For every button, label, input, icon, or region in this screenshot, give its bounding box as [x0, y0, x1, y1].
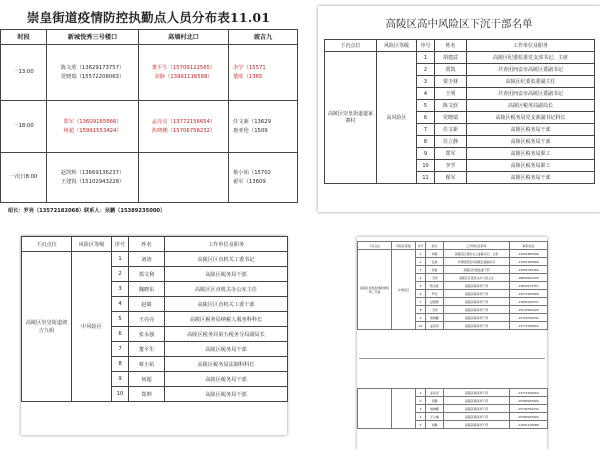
header-cell: 姓名: [129, 237, 165, 252]
number-cell: 11: [417, 172, 435, 184]
duty-roster-table: [0, 29, 298, 203]
job-cell: 高陵区税务局第五税务分局副局长: [165, 327, 288, 342]
name-cell: 陈文欣: [435, 100, 467, 112]
name-cell: 刘涛: [129, 252, 165, 267]
time-cell: 一18:00: [1, 101, 47, 153]
duty-person: 董欧（1365: [233, 73, 263, 80]
number-cell: 7: [417, 124, 435, 136]
location-cell: [358, 389, 392, 429]
header-cell: 序号: [112, 237, 129, 252]
number-cell: 2: [417, 64, 435, 76]
number-cell: 7: [112, 342, 129, 357]
phone-cell: 13772156654: [510, 389, 548, 397]
name-cell: 郑帅: [129, 387, 165, 402]
number-cell: 5: [112, 312, 129, 327]
header-cell: 工作单位及职务: [467, 40, 595, 52]
duty-cell: [47, 153, 139, 203]
number-cell: 3: [112, 282, 129, 297]
name-cell: 李学: [435, 160, 467, 172]
name-cell: 何超: [129, 372, 165, 387]
number-cell: 9: [112, 372, 129, 387]
name-cell: 刘静: [426, 421, 444, 429]
number-cell: 6: [112, 327, 129, 342]
job-cell: 高陵区税务局干部: [467, 172, 595, 184]
header-cell: 高墙村北口: [139, 30, 229, 45]
phone-cell: 15706756232: [510, 405, 548, 413]
duty-cell: [47, 101, 139, 153]
number-cell: 5: [416, 421, 426, 429]
job-cell: 高陵区税务局干部: [444, 322, 510, 330]
header-cell: 姓名: [426, 242, 444, 250]
location-cell: 高陵区崇皇街道坡吉九组: [22, 252, 72, 402]
job-cell: 高陵区税务局干部: [467, 136, 595, 148]
job-cell: 高陵区纪委监委干部: [444, 266, 510, 274]
name-cell: 焦晓鹏: [426, 405, 444, 413]
table-header-row: [358, 242, 548, 250]
name-cell: 胡建武: [435, 52, 467, 64]
number-cell: 8: [112, 357, 129, 372]
job-cell: 高陵区区直机关工委干部: [165, 297, 288, 312]
duty-cell: [139, 101, 229, 153]
table-row: [1, 101, 298, 153]
job-cell: 高陵区税务局职工: [467, 148, 595, 160]
header-cell: 姓名: [435, 40, 467, 52]
job-cell: 高陵区区直机关工委副书记、主席: [444, 250, 510, 258]
number-cell: 8: [416, 306, 426, 314]
number-cell: 9: [416, 314, 426, 322]
phone-cell: 15389235000: [510, 397, 548, 405]
header-cell: 风险区等级: [377, 40, 417, 52]
phone-cell: 13629173757: [510, 282, 548, 290]
duty-person: 蔡小始（15702: [233, 169, 272, 176]
number-cell: 4: [416, 413, 426, 421]
job-cell: 高陵区区直机关办公室主任: [444, 274, 510, 282]
number-cell: 9: [417, 148, 435, 160]
job-cell: 高陵区税务局党支部副书记科长: [467, 112, 595, 124]
job-cell: 高陵区区直机关工委书记: [165, 252, 288, 267]
page-break-divider: [359, 358, 545, 359]
duty-person: 翟军（13609: [233, 178, 266, 185]
risk-level-cell: 中风险区: [392, 250, 416, 330]
duty-roster-document: [0, 0, 297, 222]
number-cell: 7: [416, 298, 426, 306]
number-cell: 3: [417, 76, 435, 88]
job-cell: 高陵区税务局干部: [165, 342, 288, 357]
number-cell: 1: [112, 252, 129, 267]
duty-person: 任文新（13629: [233, 118, 272, 125]
name-cell: 赵婧: [129, 297, 165, 312]
duty-cell: [47, 45, 139, 101]
number-cell: 10: [112, 387, 129, 402]
number-cell: 5: [417, 100, 435, 112]
number-cell: 3: [416, 266, 426, 274]
duty-person: 何超（15991553424）: [63, 127, 122, 134]
table-header-row: [325, 40, 595, 52]
cadre-list-table: [21, 236, 288, 402]
name-cell: 魏晓东: [129, 282, 165, 297]
duty-roster-title: 崇皇街道疫情防控执勤点人员分布表11.01: [26, 10, 271, 25]
job-cell: 高陵区税务局干部: [467, 124, 595, 136]
cadre-phone-table-continued: [357, 388, 548, 429]
phone-cell: 18829202228: [510, 274, 548, 282]
number-cell: 2: [112, 267, 129, 282]
duty-person: 党晓瑞（15572208063）: [60, 73, 125, 80]
job-cell: 高陵区纪委监委副主任: [467, 76, 595, 88]
job-cell: 共青团西安市高陵区委副书记: [467, 64, 595, 76]
number-cell: 2: [416, 397, 426, 405]
name-cell: 赵凯辉: [426, 298, 444, 306]
phone-cell: 15706756232: [510, 314, 548, 322]
job-cell: 高陵区纪委监委党支部书记、主席: [467, 52, 595, 64]
table-row: [22, 252, 288, 267]
phone-cell: 13669136237: [510, 298, 548, 306]
header-cell: 联系电话: [510, 242, 548, 250]
name-cell: 翟军: [435, 172, 467, 184]
duty-cell: [229, 45, 298, 101]
job-cell: 高陵区税务局干部: [444, 389, 510, 397]
high-risk-cadre-list-document: [318, 6, 600, 212]
number-cell: 10: [417, 160, 435, 172]
location-cell: 高陵区崇皇街道新城悦秀三号楼: [358, 250, 392, 330]
name-cell: 董平生: [129, 342, 165, 357]
job-cell: 高陵区区直机关办公室主任: [165, 282, 288, 297]
table-row: [1, 153, 298, 203]
number-cell: 4: [112, 297, 129, 312]
header-cell: 序号: [416, 242, 426, 250]
job-cell: 高陵区税务局干部: [444, 405, 510, 413]
job-cell: 高陵区税务局法制科科长: [165, 357, 288, 372]
number-cell: 10: [416, 322, 426, 330]
duty-person: 刘静（13991116588）: [154, 73, 213, 80]
location-cell: 高陵区崇皇街道道家寨村: [325, 52, 377, 184]
duty-person: 郑军（13609165666）: [63, 118, 122, 125]
job-cell: 高陵区税务局副局长: [467, 100, 595, 112]
job-cell: 高陵区税务局干部: [444, 413, 510, 421]
table-row: [325, 52, 595, 64]
header-cell: 时段: [1, 30, 47, 45]
duty-roster-header-row: [1, 30, 298, 45]
duty-person: 王建锐（15102943228）: [60, 178, 125, 185]
time-cell: 一次日8:00: [1, 153, 47, 203]
phone-cell: 13772156654: [510, 322, 548, 330]
phone-cell: 13991306666: [510, 258, 548, 266]
name-cell: 郑军: [435, 148, 467, 160]
number-cell: 1: [416, 250, 426, 258]
name-cell: 孟亮亮: [426, 389, 444, 397]
risk-level-cell: 中风险区: [72, 252, 112, 402]
table-row: [358, 389, 548, 397]
name-cell: 王小楠: [426, 413, 444, 421]
duty-person: 惠亚伦（1509: [233, 127, 268, 134]
medium-risk-cadre-list-document: [21, 236, 287, 435]
number-cell: 8: [417, 136, 435, 148]
job-cell: 共青团西安市高陵区委副书记: [444, 258, 510, 266]
phone-cell: 15389235000: [510, 413, 548, 421]
duty-person: 陈文欣（13629173757）: [60, 64, 125, 71]
page-gap: [357, 330, 547, 388]
duty-cell: [139, 153, 229, 203]
job-cell: 高陵区税务局干部: [165, 267, 288, 282]
job-cell: 高陵区税务局干部: [165, 387, 288, 402]
name-cell: 王明: [426, 274, 444, 282]
number-cell: 3: [416, 405, 426, 413]
job-cell: 高陵区税务局纳税人服务科科长: [165, 312, 288, 327]
table-row: [1, 45, 298, 101]
job-cell: 高陵区税务局干部: [444, 282, 510, 290]
job-cell: 高陵区税务局干部: [165, 372, 288, 387]
duty-cell: [139, 45, 229, 101]
job-cell: 高陵区税务局干部: [444, 290, 510, 298]
phone-cell: 13572182068: [510, 290, 548, 298]
header-cell: 工作单位及职务: [165, 237, 288, 252]
job-cell: 高陵区税务局干部: [444, 397, 510, 405]
number-cell: 2: [416, 258, 426, 266]
duty-cell: [229, 153, 298, 203]
header-cell: 坡吉九: [229, 30, 298, 45]
risk-level-cell: [392, 389, 416, 429]
duty-person: 孟亮亮（13772156654）: [151, 118, 216, 125]
risk-level-cell: 高风险区: [377, 52, 417, 184]
job-cell: 高陵区税务局干部: [444, 314, 510, 322]
header-cell: 工作单位及职务: [444, 242, 510, 250]
name-cell: 张永强: [129, 327, 165, 342]
time-cell: 一13:00: [1, 45, 47, 101]
phone-cell: 13991869096: [510, 250, 548, 258]
job-cell: 高陵区税务局职工: [467, 160, 595, 172]
phone-cell: 13991116588: [510, 421, 548, 429]
header-cell: 风险区等级: [392, 242, 416, 250]
header-cell: 下沉点位: [22, 237, 72, 252]
table-row: [358, 250, 548, 258]
name-cell: 陈文欣: [426, 282, 444, 290]
duty-person: 董平生（15709122565）: [151, 64, 216, 71]
name-cell: 孟亮亮: [426, 322, 444, 330]
cadre-phone-list-document: [357, 237, 547, 450]
name-cell: 王明: [435, 88, 467, 100]
phone-cell: 15102943228: [510, 306, 548, 314]
duty-person: 焦晓鹏（15706756232）: [151, 127, 216, 134]
job-cell: 高陵区税务局干部: [444, 421, 510, 429]
header-cell: 序号: [417, 40, 435, 52]
name-cell: 张迪: [426, 258, 444, 266]
duty-cell: [229, 101, 298, 153]
job-cell: 高陵区税务局干部: [444, 298, 510, 306]
name-cell: 王亮亮: [129, 312, 165, 327]
duty-person: 李学（15571: [233, 64, 266, 71]
name-cell: 刘峰: [426, 250, 444, 258]
duty-person: 赵凯辉（13669136237）: [60, 169, 125, 176]
header-cell: 风险区等级: [72, 237, 112, 252]
header-cell: 下沉点位: [325, 40, 377, 52]
cadre-phone-table: [357, 241, 548, 330]
phone-cell: 13991016369: [510, 266, 548, 274]
number-cell: 6: [416, 290, 426, 298]
header-cell: 新城悦秀三号楼口: [47, 30, 139, 45]
number-cell: 1: [416, 389, 426, 397]
job-cell: 高陵区税务局干部: [444, 306, 510, 314]
name-cell: 王明: [426, 306, 444, 314]
job-cell: 共青团西安市高陵区委副书记: [467, 88, 595, 100]
number-cell: 4: [417, 88, 435, 100]
duty-roster-footer: 组长：罗亮（13572182068）联系人：吴鹏（15389235000）: [8, 208, 166, 214]
header-cell: 下沉点位: [358, 242, 392, 250]
name-cell: 焦晓鹏: [426, 314, 444, 322]
cadre-list-table: [324, 39, 595, 184]
number-cell: 4: [416, 274, 426, 282]
name-cell: 刘雷: [426, 266, 444, 274]
name-cell: 罗亮: [426, 290, 444, 298]
name-cell: 党晓瑞: [435, 112, 467, 124]
name-cell: 郑文利: [129, 267, 165, 282]
name-cell: 贾凯: [435, 64, 467, 76]
name-cell: 贾少林: [435, 76, 467, 88]
number-cell: 5: [416, 282, 426, 290]
number-cell: 6: [417, 112, 435, 124]
name-cell: 任立静: [435, 136, 467, 148]
cadre-list-title: 高陵区高中风险区下沉干部名单: [385, 18, 533, 30]
number-cell: 1: [417, 52, 435, 64]
table-header-row: [22, 237, 288, 252]
name-cell: 吴鹏: [426, 397, 444, 405]
name-cell: 蔡小始: [129, 357, 165, 372]
name-cell: 任文新: [435, 124, 467, 136]
